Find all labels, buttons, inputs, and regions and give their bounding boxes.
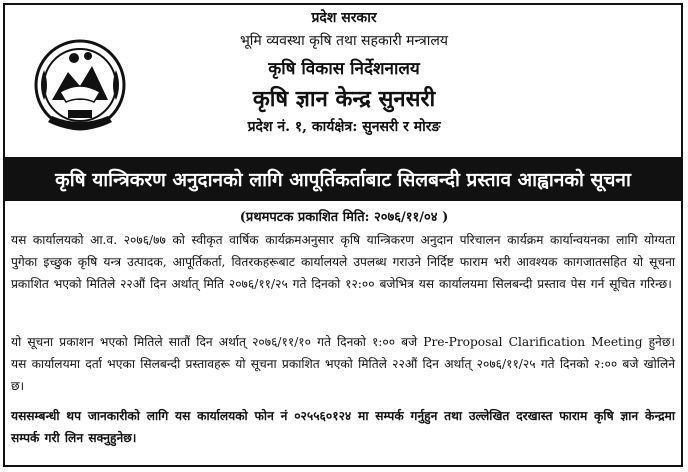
publication-date: (प्रथमपटक प्रकाशित मिति: २०७६/११/०४ ) (239, 210, 449, 225)
notice-paragraph-3: यससम्बन्धी थप जानकारीको लागि यस कार्यालयको फोन नं ०२५५६०१२४ मा सम्पर्क गर्नुहुन तथा उल्लेखित दरखास्त फाराम कृषि ज्ञान केन्द्रमा सम्पर्क गरी लिन सक्नुहुनेछ। (11, 409, 675, 445)
office-jurisdiction: प्रदेश नं. १, कार्यक्षेत्र: सुनसरी र मोरङ (247, 119, 441, 135)
notice-paragraph-1: यस कार्यालयको आ.व. २०७६/७७ को स्वीकृत वार्षिक कार्यक्रमअनुसार कृषि यान्त्रिकरण अनुदान परिचालन कार्यक्रम कार्यान्वयनका लागि योग्यता पुगेका इच्छुक कृषि यन्त्र उत्पादक, आपूर्तिकर्ता, वितरकहरूबाट कार्यालयले उपलब्ध गराउने निर्दिष्ट फाराम भरी आवश्यक कागजातसहित यो सूचना प्रकाशित भएको मितिले २२औं दिन अर्थात् मिति २०७६/११/२५ गते दिनको १२:०० बजेभित्र यस कार्यालयमा सिलबन्दी प्रस्ताव पेस गर्न सूचित गरिन्छ। (11, 233, 675, 291)
province-government-heading: प्रदेश सरकार (311, 10, 377, 26)
notice-title-banner (5, 157, 681, 201)
notice-paragraph-2: यो सूचना प्रकाशन भएको मितिले सातौं दिन अर्थात् २०७६/११/१० गते दिनको १:०० बजे Pre-Proposal Clarification Meeting हुनेछ। यस कार्यालयमा दर्ता भएका सिलबन्दी प्रस्तावहरू यो सूचना प्रकाशित भएको मितिले २२औं दिन अर्थात् २०७६/११/२५ गते दिनको २:०० बजे खोलिने छ। (11, 335, 675, 393)
directorate-name: कृषि विकास निर्देशनालय (268, 59, 420, 79)
ministry-name: भूमि व्यवस्था कृषि तथा सहकारी मन्त्रालय (239, 33, 449, 49)
office-name: कृषि ज्ञान केन्द्र सुनसरी (252, 86, 436, 112)
notice-title: कृषि यान्त्रिकरण अनुदानको लागि आपूर्तिकर्ताबाट सिलबन्दी प्रस्ताव आह्वानको सूचना (55, 169, 631, 191)
